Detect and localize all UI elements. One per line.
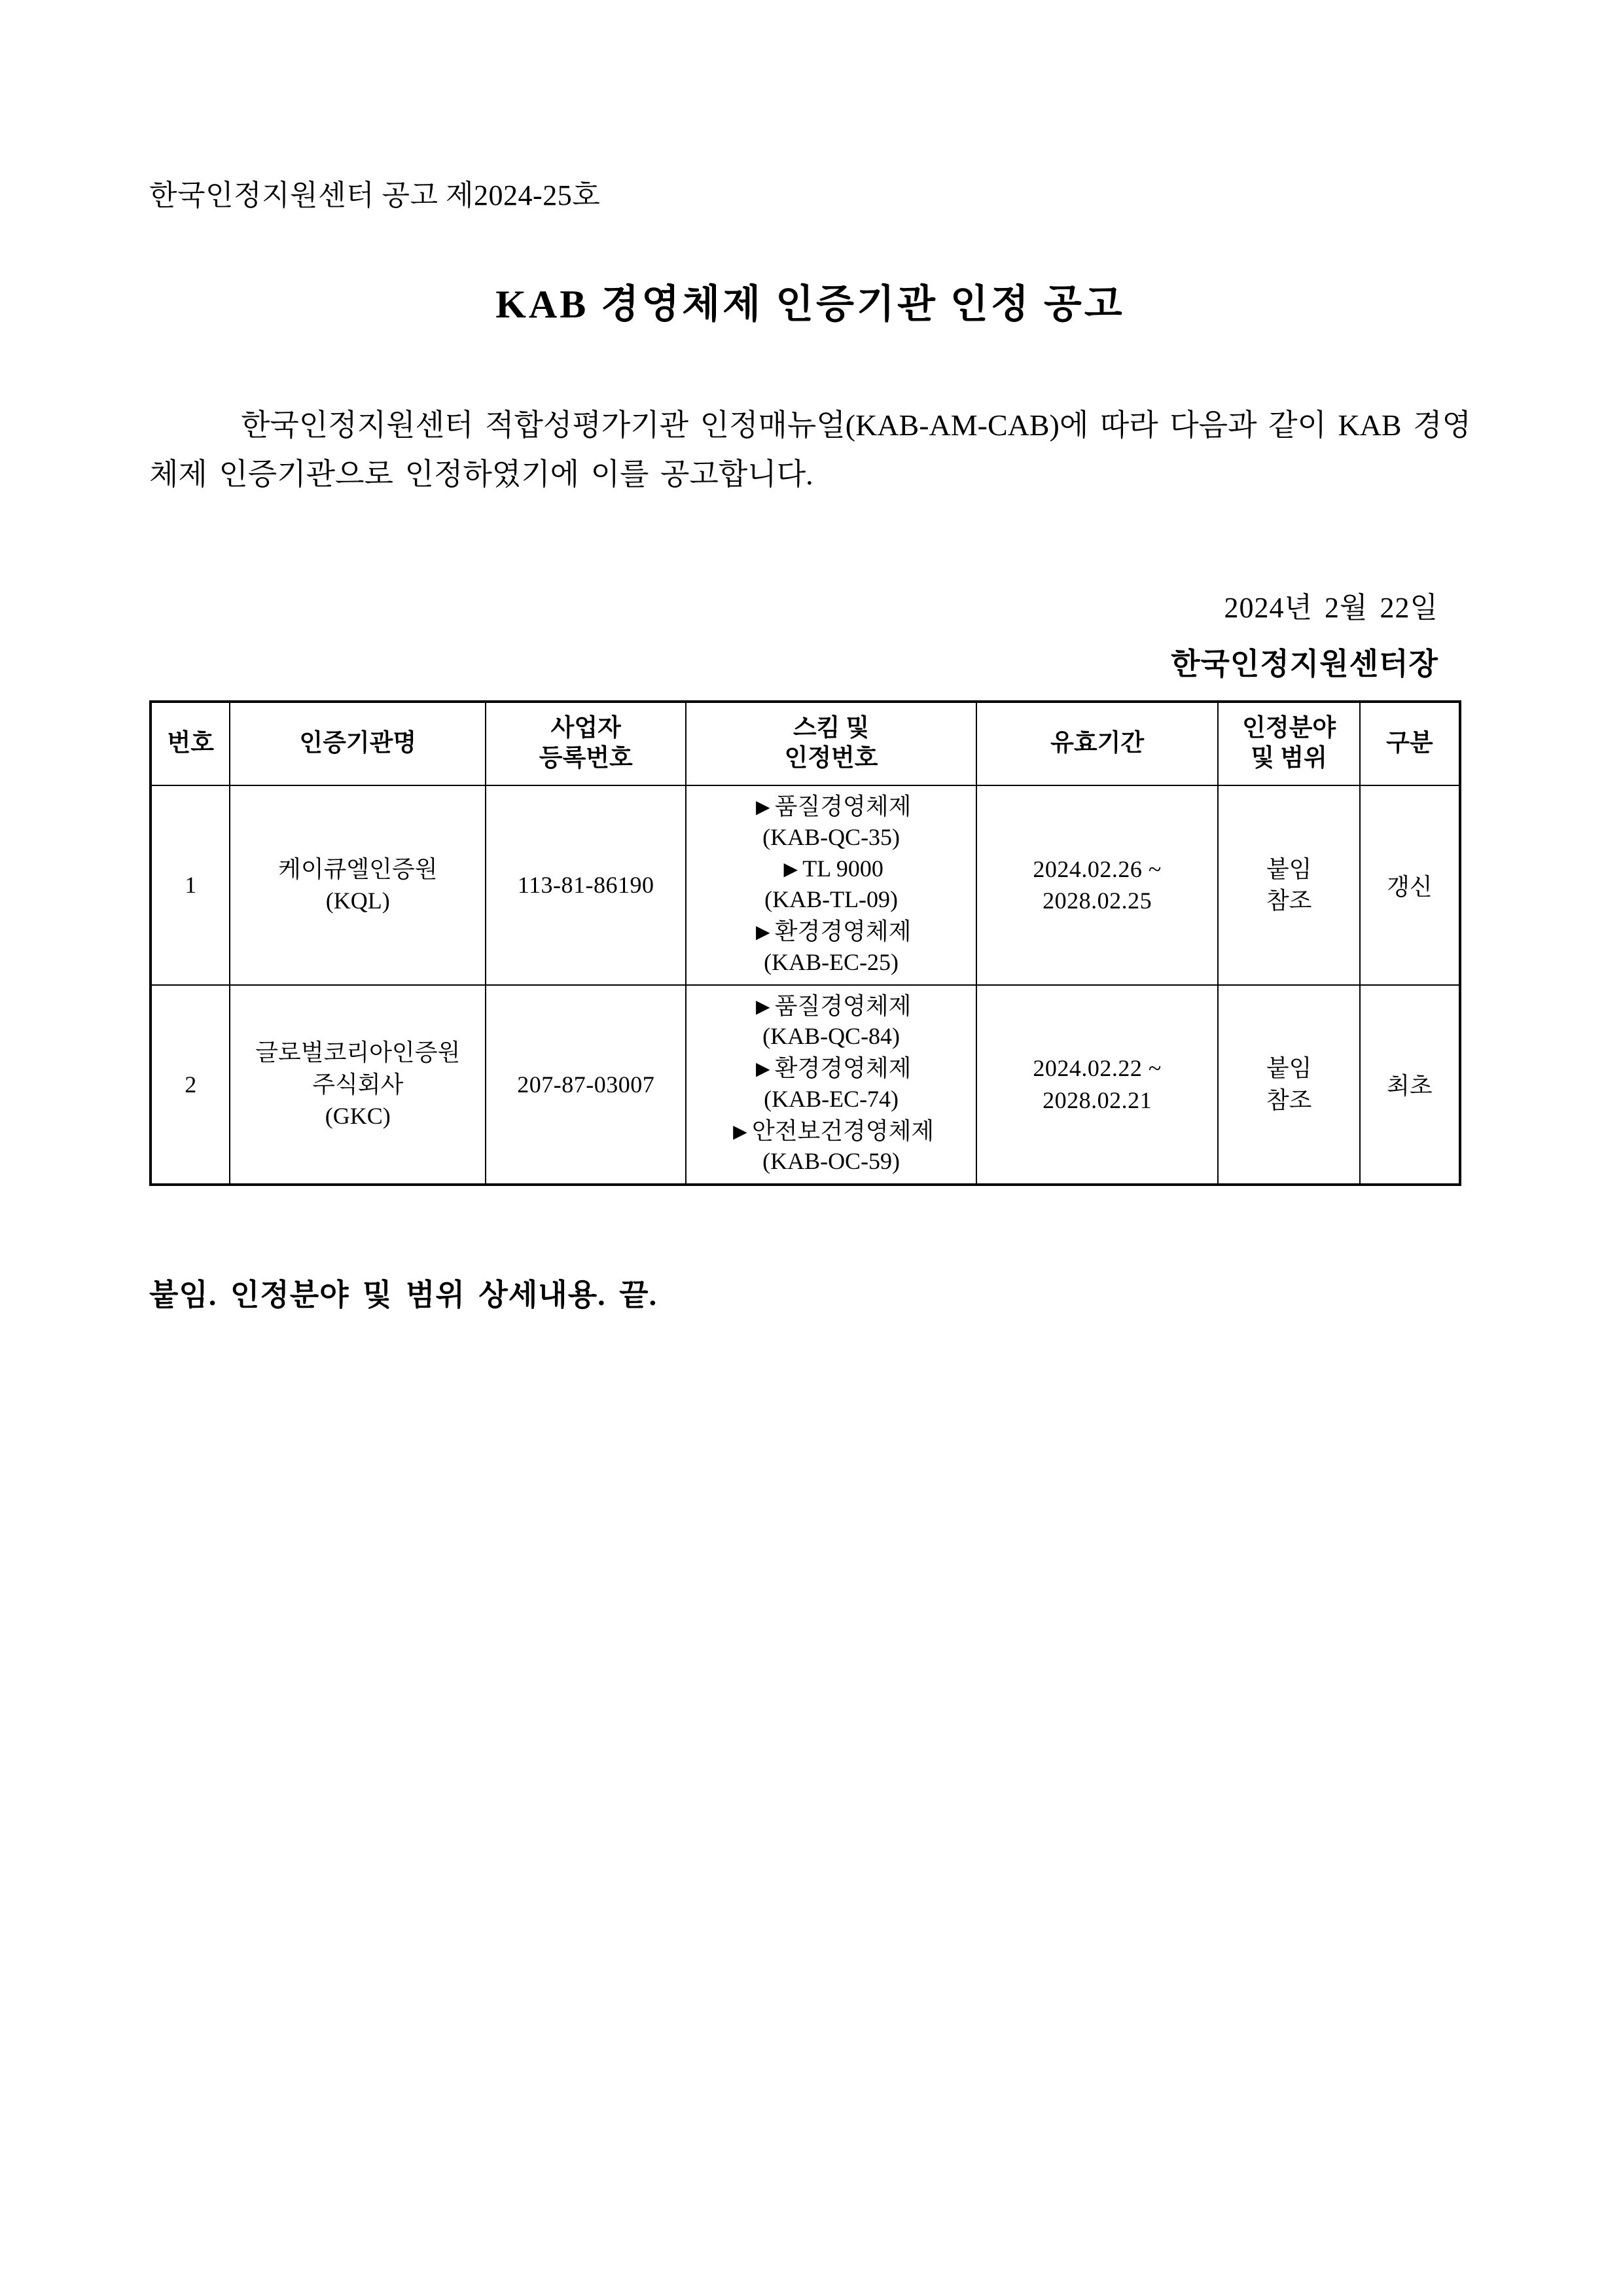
column-header-biz-no-line1: 사업자 xyxy=(550,715,621,742)
scheme-item xyxy=(690,1053,971,1115)
cell-no: 2 xyxy=(151,985,230,1185)
column-header-valid-period: 유효기간 xyxy=(976,702,1219,785)
bullet-icon: ▶ xyxy=(733,1121,747,1142)
signature-date: 2024년 2월 22일 xyxy=(1224,592,1438,624)
column-header-org-name: 인증기관명 xyxy=(230,702,486,785)
cell-schemes xyxy=(686,785,976,985)
cell-scope xyxy=(1218,985,1359,1185)
table-header-row xyxy=(151,702,1460,785)
accreditation-table xyxy=(149,700,1461,1186)
cell-org-name-line2: 주식회사 xyxy=(312,1071,404,1098)
scheme-code: (KAB-TL-09) xyxy=(764,886,899,913)
column-header-scheme xyxy=(686,702,976,785)
body-paragraph xyxy=(149,401,1471,499)
cell-org-name-line3: (GKC) xyxy=(325,1103,391,1130)
scheme-code: (KAB-QC-35) xyxy=(762,823,901,850)
scheme-name: 품질경영체제 xyxy=(774,793,912,819)
scheme-item xyxy=(690,853,971,915)
cell-valid-period xyxy=(976,785,1219,985)
column-header-scope-line2: 및 범위 xyxy=(1251,745,1327,772)
scheme-name-line xyxy=(690,916,971,947)
cell-no: 1 xyxy=(151,785,230,985)
cell-scope xyxy=(1218,785,1359,985)
cell-org-name-line1: 글로벌코리아인증원 xyxy=(255,1039,461,1066)
valid-from: 2024.02.22 ~ xyxy=(1033,1055,1162,1082)
table-row xyxy=(151,985,1460,1185)
bullet-icon: ▶ xyxy=(755,797,770,817)
cell-type: 갱신 xyxy=(1360,785,1460,985)
column-header-biz-no-line2: 등록번호 xyxy=(539,745,633,772)
attachment-note: 붙임. 인정분야 및 범위 상세내용. 끝. xyxy=(149,1278,658,1312)
cell-biz-no: 113-81-86190 xyxy=(486,785,686,985)
table-row xyxy=(151,785,1460,985)
cell-scope-line1: 붙임 xyxy=(1266,855,1312,882)
column-header-scheme-line2: 인정번호 xyxy=(784,745,878,772)
column-header-type: 구분 xyxy=(1360,702,1460,785)
column-header-biz-no xyxy=(486,702,686,785)
scheme-item xyxy=(690,916,971,978)
cell-org-name xyxy=(230,785,486,985)
document-content xyxy=(149,177,1471,1314)
scheme-item xyxy=(690,991,971,1052)
scheme-code: (KAB-EC-74) xyxy=(764,1085,899,1112)
cell-valid-period xyxy=(976,985,1219,1185)
cell-org-name-line2: (KQL) xyxy=(325,888,390,914)
bullet-icon: ▶ xyxy=(783,859,798,880)
cell-scope-line2: 참조 xyxy=(1266,888,1312,914)
scheme-name: 환경경영체제 xyxy=(774,918,912,944)
scheme-code: (KAB-OC-59) xyxy=(762,1148,901,1175)
bullet-icon: ▶ xyxy=(755,996,770,1017)
valid-from: 2024.02.26 ~ xyxy=(1033,855,1162,882)
scheme-name: 안전보건경영체제 xyxy=(751,1117,935,1144)
scheme-name: TL 9000 xyxy=(802,855,883,882)
scheme-name-line xyxy=(690,991,971,1022)
cell-schemes xyxy=(686,985,976,1185)
bullet-icon: ▶ xyxy=(755,1059,770,1080)
column-header-scope xyxy=(1218,702,1359,785)
scheme-code: (KAB-EC-25) xyxy=(764,948,899,975)
column-header-no: 번호 xyxy=(151,702,230,785)
scheme-name: 품질경영체제 xyxy=(774,992,912,1019)
bullet-icon: ▶ xyxy=(755,922,770,942)
signature-block xyxy=(149,584,1438,683)
cell-scope-line2: 참조 xyxy=(1266,1086,1312,1113)
scheme-code: (KAB-QC-84) xyxy=(762,1023,901,1050)
valid-to: 2028.02.21 xyxy=(1043,1086,1152,1113)
valid-to: 2028.02.25 xyxy=(1043,888,1152,914)
scheme-name: 환경경영체제 xyxy=(774,1055,912,1082)
signature-organization: 한국인정지원센터장 xyxy=(1171,647,1438,681)
column-header-scheme-line1: 스킴 및 xyxy=(793,715,870,742)
cell-biz-no: 207-87-03007 xyxy=(486,985,686,1185)
column-header-scope-line1: 인정분야 xyxy=(1242,715,1336,742)
scheme-name-line xyxy=(690,853,971,884)
scheme-item xyxy=(690,791,971,853)
cell-org-name-line1: 케이큐엘인증원 xyxy=(278,855,438,882)
cell-type: 최초 xyxy=(1360,985,1460,1185)
scheme-name-line xyxy=(690,791,971,822)
body-paragraph-text: 한국인정지원센터 적합성평가기관 인정매뉴얼(KAB-AM-CAB)에 따라 다음과 같이 KAB 경영체제 인증기관으로 인정하였기에 이를 공고합니다. xyxy=(149,408,1471,491)
notice-number: 한국인정지원센터 공고 제2024-25호 xyxy=(149,179,601,211)
cell-org-name xyxy=(230,985,486,1185)
scheme-name-line xyxy=(690,1116,971,1147)
scheme-item xyxy=(690,1116,971,1177)
scheme-name-line xyxy=(690,1053,971,1084)
cell-scope-line1: 붙임 xyxy=(1266,1055,1312,1082)
page-title: KAB 경영체제 인증기관 인정 공고 xyxy=(495,283,1125,327)
